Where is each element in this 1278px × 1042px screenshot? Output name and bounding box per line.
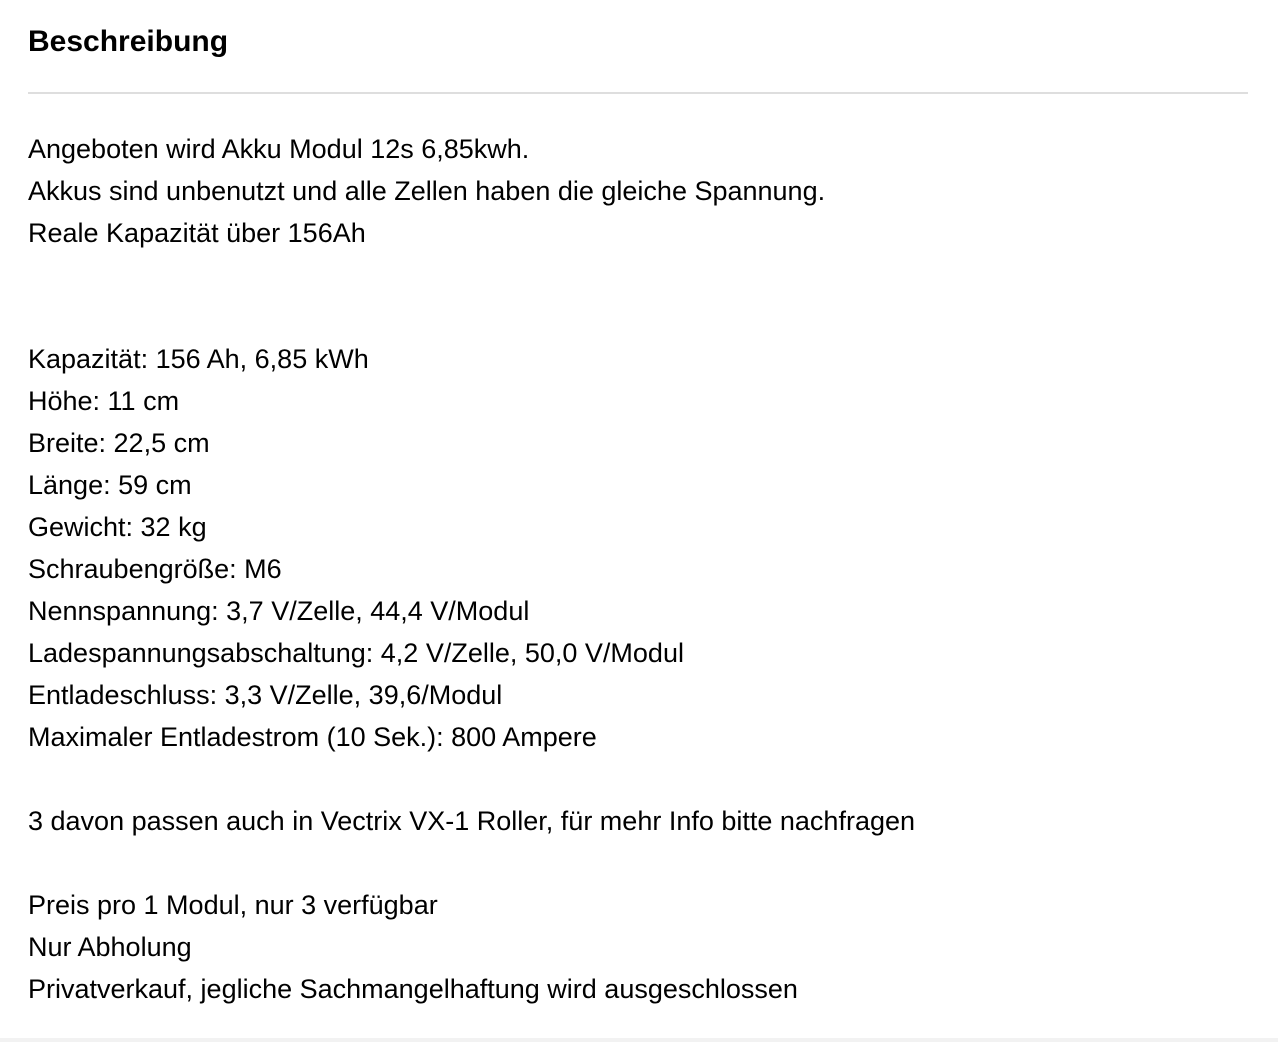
section-title: Beschreibung [28,25,229,58]
spec-line-charge-cutoff: Ladespannungsabschaltung: 4,2 V/Zelle, 50,0 V/Modul [28,638,684,668]
terms-line-price: Preis pro 1 Modul, nur 3 verfügbar [28,890,438,920]
spec-line-height: Höhe: 11 cm [28,386,180,416]
blank-line [28,254,1248,296]
spec-line-capacity: Kapazität: 156 Ah, 6,85 kWh [28,344,369,374]
compatibility-note: 3 davon passen auch in Vectrix VX-1 Roller, für mehr Info bitte nachfragen [28,806,916,836]
spec-line-screw-size: Schraubengröße: M6 [28,554,282,584]
terms-line-private-sale: Privatverkauf, jegliche Sachmangelhaftung wird ausgeschlossen [28,974,798,1004]
blank-line [28,296,1248,338]
spec-line-width: Breite: 22,5 cm [28,428,210,458]
blank-line [28,842,1248,884]
intro-line: Akkus sind unbenutzt und alle Zellen haben die gleiche Spannung. [28,176,826,206]
blank-line [28,758,1248,800]
intro-line: Reale Kapazität über 156Ah [28,218,366,248]
description-body [28,128,1248,1010]
spec-line-nominal-voltage: Nennspannung: 3,7 V/Zelle, 44,4 V/Modul [28,596,530,626]
terms-line-pickup: Nur Abholung [28,932,192,962]
bottom-divider [0,1038,1278,1042]
spec-line-max-current: Maximaler Entladestrom (10 Sek.): 800 Ampere [28,722,597,752]
spec-line-length: Länge: 59 cm [28,470,192,500]
spec-line-discharge-cutoff: Entladeschluss: 3,3 V/Zelle, 39,6/Modul [28,680,503,710]
section-divider [28,92,1248,94]
spec-line-weight: Gewicht: 32 kg [28,512,207,542]
intro-line: Angeboten wird Akku Modul 12s 6,85kwh. [28,134,530,164]
